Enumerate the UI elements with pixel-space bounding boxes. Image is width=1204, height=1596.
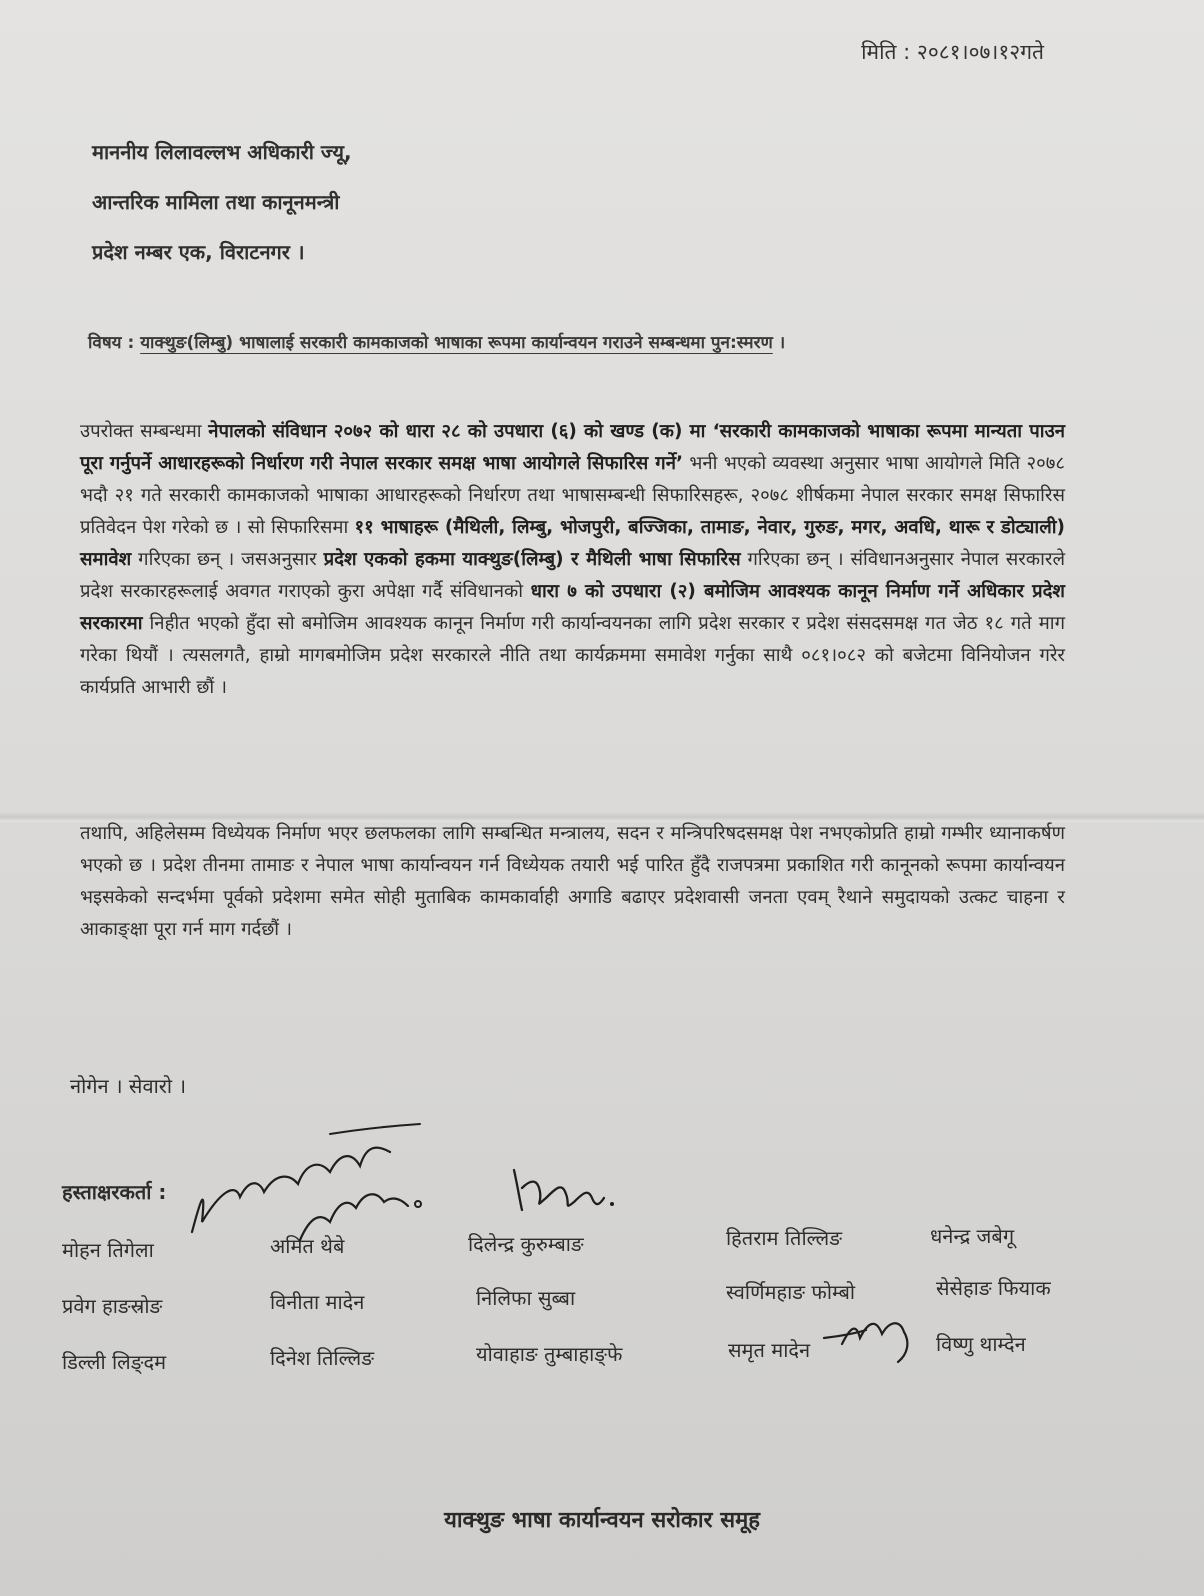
signer-name: धनेन्द्र जबेगू [930,1224,1015,1248]
recipient-block [92,138,352,288]
p1-bold-run: धारा ७ को उपधारा (२) बमोजिम आवश्यक कानून निर्माण गर्ने अधिकार प्रदेश सरकारमा [80,581,1066,634]
recipient-address: प्रदेश नम्बर एक, विराटनगर । [92,240,305,264]
p1-run: उपरोक्त सम्बन्धमा [80,421,209,442]
closing-greeting: नोगेन । सेवारो । [70,1074,187,1098]
signer-name: प्रवेग हाङस्रोङ [62,1294,163,1318]
signer-name: सेसेहाङ फियाक [936,1276,1051,1300]
signer-name: दिलेन्द्र कुरुम्बाङ [468,1232,584,1256]
footer-organization: याक्थुङ भाषा कार्यान्वयन सरोकार समूह [444,1508,760,1533]
p1-bold-run: प्रदेश एकको हकमा याक्थुङ(लिम्बु) र मैथिली भाषा सिफारिस [323,549,741,570]
subject-text: याक्थुङ(लिम्बु) भाषालाई सरकारी कामकाजको भाषाका रूपमा कार्यान्वयन गराउने सम्बन्धमा पुन:स्मरण [140,333,773,353]
signer-name: हितराम तिल्लिङ [726,1226,842,1250]
signer-name: समृत मादेन [728,1338,811,1362]
p1-run: गरिएका छन् । संविधानअनुसार नेपाल सरकारले प्रदेश सरकारहरूलाई अवगत गराएको कुरा अपेक्षा गर्दै संविधानको [80,549,1065,602]
subject-end: । [772,333,786,353]
subject-line [88,330,785,353]
p1-run: गरिएका छन् । जसअनुसार [131,549,324,570]
signer-name: स्वर्णिमहाङ फोम्बो [726,1280,856,1304]
p1-run: निहीत भएको हुँदा सो बमोजिम आवश्यक कानून निर्माण गरी कार्यान्वयनका लागि प्रदेश सरकार र प्रदेश संसदसमक्ष गत जेठ १८ गते माग गरेका थियौं । त्यसलगतै, हाम्रो मागबमोजिम प्रदेश सरकारले नीति तथा कार्यक्रममा समावेश गर्नुका साथै ०८१।०८२ को बजेटमा विनियोजन गरेर कार्यप्रति आभारी छौं । [80,613,1065,698]
signer-name: विष्णु थाम्देन [936,1332,1026,1356]
signer-name: विनीता मादेन [270,1290,365,1314]
p1-run: भनी भएको व्यवस्था अनुसार भाषा आयोगले मिति २०७८ भदौ २१ गते सरकारी कामकाजको भाषाका आधारहरूको निर्धारण तथा भाषासम्बन्धी सिफारिसहरू, २०७८ शीर्षकमा नेपाल सरकार समक्ष सिफारिस प्रतिवेदन पेश गरेको छ । सो सिफारिसमा [80,453,1065,538]
signer-name: डिल्ली लिङ्दम [62,1350,167,1374]
signature-dilendra [508,1158,618,1218]
body-paragraph-1 [80,416,1065,704]
signer-name: मोहन तिगेला [62,1238,154,1262]
signer-name: योवाहाङ तुम्बाहाङ्फे [476,1342,623,1366]
p1-bold-run: ११ भाषाहरू (मैथिली, लिम्बु, भोजपुरी, बज्जिका, तामाङ, नेवार, गुरुङ, मगर, अवधि, थारू र डोट्याली) समावेश [80,517,1065,570]
signatories-label: हस्ताक्षरकर्ता : [62,1180,167,1204]
signer-name: अमित थेबे [270,1234,345,1258]
p1-bold-run: नेपालको संविधान २०७२ को धारा २८ को उपधारा (६) को खण्ड (क) मा ‘सरकारी कामकाजको भाषाका रूपमा मान्यता पाउन पूरा गर्नुपर्ने आधारहरूको निर्धारण गरी नेपाल सरकार समक्ष भाषा आयोगले सिफारिस गर्ने’ [80,421,1065,474]
signer-name: दिनेश तिल्लिङ [270,1346,374,1370]
subject-label: विषय : [88,333,135,353]
letter-date: मिति : २०८१।०७।१२गते [861,40,1044,64]
body-paragraph-2: तथापि, अहिलेसम्म विध्येयक निर्माण भएर छलफलका लागि सम्बन्धित मन्त्रालय, सदन र मन्त्रिपरिषदसमक्ष पेश नभएकोप्रति हाम्रो गम्भीर ध्यानाकर्षण भएको छ । प्रदेश तीनमा तामाङ र नेपाल भाषा कार्यान्वयन गर्न विध्येयक तयारी भई पारित हुँदै राजपत्रमा प्रकाशित गरी कानूनको रूपमा कार्यान्वयन भइसकेको सन्दर्भमा पूर्वको प्रदेशमा समेत सोही मुताबिक कामकार्वाही अगाडि बढाएर प्रदेशवासी जनता एवम् रैथाने समुदायको उत्कट चाहना र आकाङ्क्षा पूरा गर्न माग गर्दछौं । [80,823,1065,940]
recipient-title: आन्तरिक मामिला तथा कानूनमन्त्री [92,190,340,214]
signer-name: निलिफा सुब्बा [476,1286,576,1310]
recipient-name: माननीय लिलावल्लभ अधिकारी ज्यू, [92,140,352,164]
signature-samrit [820,1308,920,1366]
